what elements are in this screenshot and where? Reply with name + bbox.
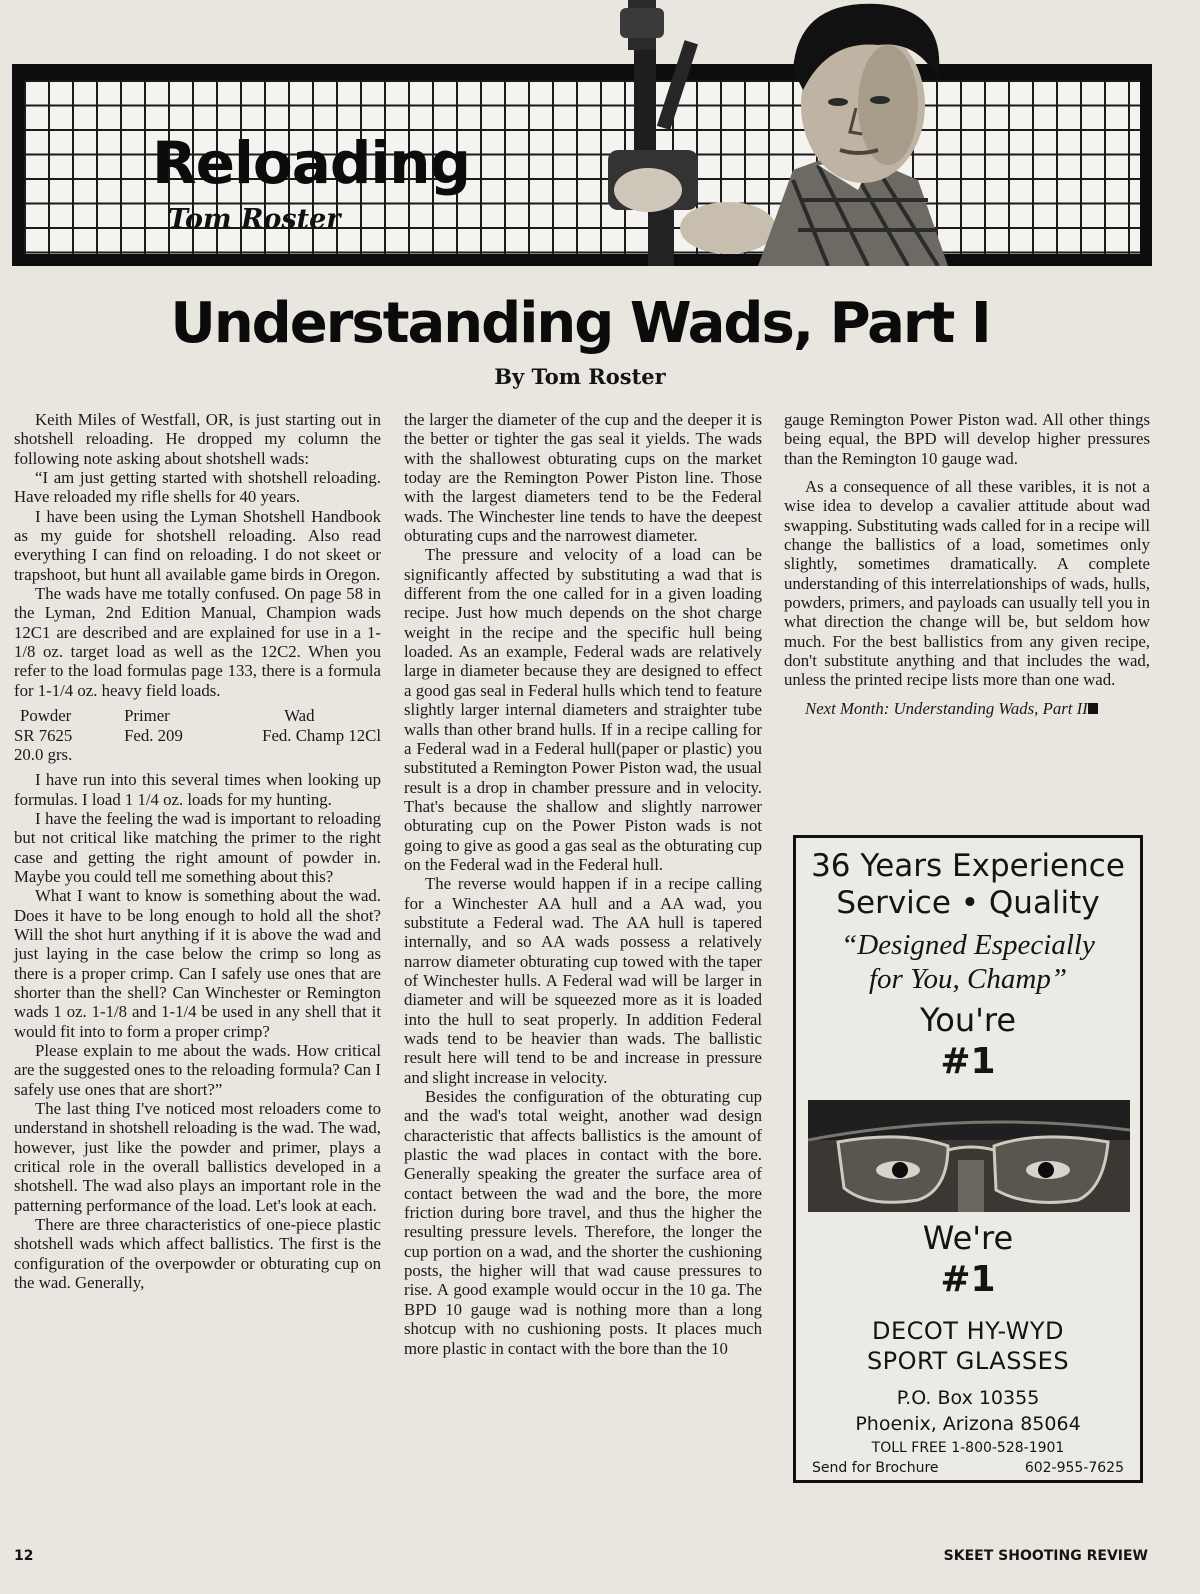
ad-brochure: Send for Brochure (812, 1460, 939, 1476)
recipe-header-primer: Primer (124, 706, 170, 726)
ad-headline-line-2: Service • Quality (836, 885, 1100, 921)
recipe-header-wad: Wad (284, 706, 315, 726)
ad-glasses-photo (808, 1100, 1130, 1212)
paragraph: Besides the configuration of the obturating cup and the wad's total weight, another wad design characteristic that affects ballistics is the amount of plastic the wad places in contact with the bore. Generally speaking the greater the surface area of contact between the wad and the bore, the more friction during bore travel, and thus the higher the resulting pressure levels. Therefore, the longer the cup portion on a wad, and the shorter the cushioning posts, the higher will that wad cause pressures to rise. A good example would occur in the 10 ga. The BPD 10 gauge wad is nothing more than a long shotcup with no cushioning posts. It places much more plastic in contact with the bore than the 10 (404, 1087, 762, 1358)
paragraph: I have run into this several times when looking up formulas. I load 1 1/4 oz. loads for my hunting. (14, 770, 381, 809)
paragraph: “I am just getting started with shotshell reloading. Have reloaded my rifle shells for 40 years. (14, 468, 381, 507)
paragraph: I have the feeling the wad is important to reloading but not critical like matching the primer to the right case and getting the right amount of powder in. Maybe you could tell me something about this? (14, 808, 381, 886)
article-byline: By Tom Roster (494, 364, 666, 389)
paragraph: Keith Miles of Westfall, OR, is just starting out in shotshell reloading. He dropped my column the following note asking about shotshell wads: (14, 410, 381, 468)
recipe-header-row (14, 706, 381, 725)
page-number: 12 (14, 1548, 34, 1564)
load-recipe-table (14, 706, 381, 764)
end-mark (1088, 703, 1098, 714)
ad-number-one-top: #1 (940, 1041, 996, 1082)
column-title: Reloading (152, 129, 471, 197)
author-photo (588, 0, 1154, 266)
ad-city: Phoenix, Arizona 85064 (855, 1413, 1081, 1435)
paragraph: Please explain to me about the wads. How critical are the suggested ones to the reloading formula? Can I safely use ones that are short?” (14, 1041, 381, 1099)
article-column-1 (14, 410, 381, 1292)
paragraph: the larger the diameter of the cup and the deeper it is the better or tighter the gas seal it yields. The wads with the shallowest obturating cups on the market today are the Remington Power Piston line. Those with the largest diameters tend to be the Federal wads. The Winchester line tends to have the deepest obturating cups and the narrowest diameter. (404, 410, 762, 546)
paragraph: What I want to know is something about the wad. Does it have to be long enough to hold all the shot? Will the shot hurt anything if it is above the wad and just laying in the case below the crimp so long as there is a proper crimp. Can I safely use ones that are shorter than the shell? Can Winchester or Remington wads 1 oz. 1-1/8 and 1-1/4 be used in any shell that it would fit into to form a proper crimp? (14, 886, 381, 1041)
column-author-signature: Tom Roster (168, 204, 341, 235)
paragraph: There are three characteristics of one-piece plastic shotshell wads which affect ballistics. The first is the configuration of the overpowder or obturating cup on the wad. Generally, (14, 1215, 381, 1293)
paragraph: I have been using the Lyman Shotshell Handbook as my guide for shotshell reloading. Also read everything I can find on reloading. I do not skeet or trapshoot, but hunt all available game birds in Oregon. (14, 506, 381, 584)
article-column-2 (404, 410, 762, 1358)
ad-po-box: P.O. Box 10355 (896, 1387, 1040, 1409)
next-month-note (784, 699, 1150, 718)
recipe-charge: 20.0 grs. (14, 744, 73, 764)
advertisement (793, 835, 1143, 1483)
recipe-header-powder: Powder (20, 706, 72, 726)
ad-were: We're (922, 1219, 1014, 1257)
ad-toll-free: TOLL FREE 1-800-528-1901 (871, 1440, 1065, 1456)
paragraph: As a consequence of all these varibles, it is not a wise idea to develop a cavalier attitude about wad swapping. Substituting wads called for in a recipe will change the ballistics of a load, sometimes only slightly, sometimes dramatically. A complete understanding of this interrelationships of wads, hulls, powders, primers, and payloads can usually tell you in what direction the change will be, but seldom how much. For the best ballistics from any given recipe, don't substitute anything and that includes the wad, unless the printed recipe lists more than one wad. (784, 477, 1150, 690)
recipe-primer: Fed. 209 (124, 725, 183, 745)
recipe-row (14, 726, 381, 745)
recipe-powder: SR 7625 (14, 725, 73, 745)
paragraph: The wads have me totally confused. On page 58 in the Lyman, 2nd Edition Manual, Champion wads 12C1 are described and are explained for use in a 1-1/8 oz. target load as well as the 12C2. When you refer to the load formulas page 133, there is a formula for 1-1/4 oz. heavy field loads. (14, 584, 381, 700)
ad-quote-line-1: “Designed Especially (841, 929, 1095, 961)
publication-name: SKEET SHOOTING REVIEW (943, 1548, 1148, 1564)
ad-number-one-bottom: #1 (940, 1259, 996, 1300)
ad-quote-line-2: for You, Champ” (869, 963, 1067, 995)
article-column-3 (784, 410, 1150, 718)
recipe-charge-row (14, 745, 381, 764)
paragraph: The pressure and velocity of a load can be significantly affected by substituting a wad that is different from the one called for in a given loading recipe. Just how much depends on the shot charge weight in the recipe and the specific hull being loaded. As an example, Federal wads are relatively large in diameter because they are designed to effect a good gas seal in Federal hulls which tend to feature slightly larger internal diameters and straighter tube walls than other brand hulls. If in a recipe calling for a Federal wad in a Federal hull(paper or plastic) you substituted a Remington Power Piston wad, the usual result is a drop in chamber pressure and in velocity. That's because the shallow and slightly narrower obturating cup on the Power Piston wads is not going to give as good a gas seal as the obturating cup on the Federal wad in the Federal hull. (404, 545, 762, 874)
ad-company-line-2: SPORT GLASSES (866, 1347, 1070, 1375)
ad-phone: 602-955-7625 (1024, 1460, 1124, 1476)
ad-youre: You're (919, 1001, 1017, 1039)
ad-headline-line-1: 36 Years Experience (811, 848, 1125, 884)
paragraph: The last thing I've noticed most reloaders come to understand in shotshell reloading is the wad. The wad, however, just like the powder and primer, plays a critical role in the overall ballistics developed in a shotshell. The wad also plays an important role in the patterning performance of the load. Let's look at each. (14, 1099, 381, 1215)
article-headline: Understanding Wads, Part I (170, 291, 990, 356)
recipe-wad: Fed. Champ 12Cl (262, 725, 381, 745)
next-month-text: Next Month: Understanding Wads, Part II (805, 698, 1088, 718)
paragraph: The reverse would happen if in a recipe calling for a Winchester AA hull and a AA wad, you substitute a Federal wad. The AA hull is tapered internally, and so AA wads possess a relatively narrow diameter obturating cup towed with the taper of Winchester hulls. A Federal wad will be larger in diameter and will be squeezed more as it is loaded into the hull to seat properly. In addition Federal wads tend to be heavier than wads. The ballistic result here will tend to be and increase in pressure and slight increase in velocity. (404, 874, 762, 1087)
ad-company-line-1: DECOT HY-WYD (872, 1317, 1064, 1345)
paragraph: gauge Remington Power Piston wad. All other things being equal, the BPD will develop higher pressures than the Remington 10 gauge wad. (784, 410, 1150, 468)
ad-contact-row (812, 1459, 1124, 1477)
